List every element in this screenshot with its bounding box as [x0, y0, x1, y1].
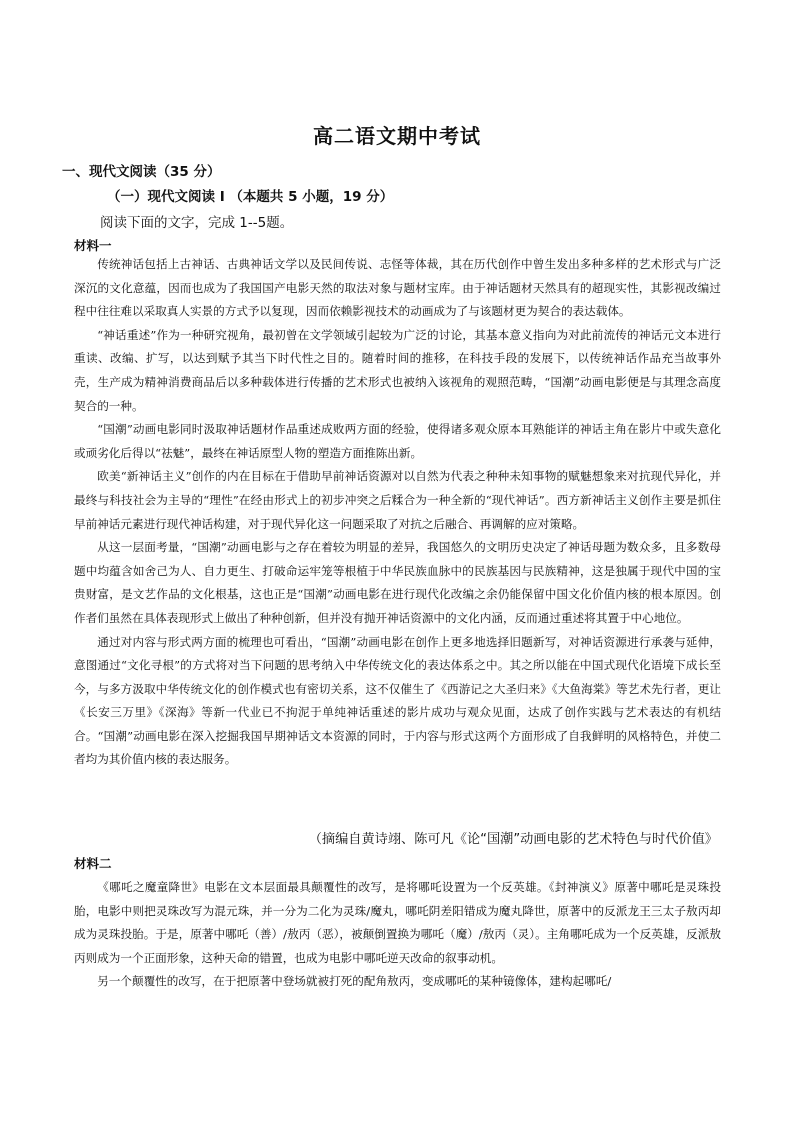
subsection-heading: （一）现代文阅读 I （本题共 5 小题，19 分）: [107, 189, 394, 205]
paragraph: 通过对内容与形式两方面的梳理也可看出，“国潮”动画电影在创作上更多地选择旧题新写，对神话资源进行承袭与延伸，意图通过“文化寻根”的方式将对当下问题的思考纳入中华传统文化的表达体系之中。其之所以能在中国式现代化语境下成长至今，与多方汲取中华传统文化的创作模式也有密切关系，这不仅催生了《西游记之大圣归来》《大鱼海棠》等艺术先行者，更让《长安三万里》《深海》等新一代业已不拘泥于单纯神话重述的影片成功与观众见面，达成了创作实践与艺术表达的有机结合。“国潮”动画电影在深入挖掘我国早期神话文本资源的同时，于内容与形式这两个方面形成了自我鲜明的风格特色，并使二者均为其价值内核的表达服务。: [74, 634, 721, 767]
material2-label: 材料二: [74, 856, 112, 871]
material2-body: [74, 876, 721, 994]
paragraph: 《哪吒之魔童降世》电影在文本层面最具颠覆性的改写，是将哪吒设置为一个反英雄。《封神演义》原著中哪吒是灵珠投胎，电影中则把灵珠改写为混元珠，并一分为二化为灵珠/魔丸，哪吒阴差阳错成为魔丸降世，原著中的反派龙王三太子敖丙却成为灵珠投胎。于是，原著中哪吒（善）/敖丙（恶），被颠倒置换为哪吒（魔）/敖丙（灵）。主角哪吒成为一个反英雄，反派敖丙则成为一个正面形象，这种天命的错置，也成为电影中哪吒逆天改命的叙事动机。: [74, 880, 721, 965]
paragraph: 从这一层面考量，“国潮”动画电影与之存在着较为明显的差异，我国悠久的文明历史决定了神话母题为数众多，且多数母题中均蕴含如舍己为人、自力更生、打破命运牢笼等根植于中华民族血脉中的民族基因与民族精神，这是独属于现代中国的宝贵财富，是文艺作品的文化根基，这也正是“国潮”动画电影在进行现代化改编之余仍能保留中国文化价值内核的根本原因。创作者们虽然在具体表现形式上做出了种种创新，但并没有抛开神话资源中的文化内涵，反而通过重述将其置于中心地位。: [74, 540, 721, 625]
material1-source: （摘编自黄诗翊、陈可凡《论“国潮”动画电影的艺术特色与时代价值》: [308, 832, 718, 847]
paragraph: “国潮”动画电影同时汲取神话题材作品重述成败两方面的经验，使得诸多观众原本耳熟能详的神话主角在影片中或失意化或顽劣化后得以“祛魅”，最终在神话原型人物的塑造方面推陈出新。: [74, 422, 721, 460]
paragraph: 传统神话包括上古神话、古典神话文学以及民间传说、志怪等体裁，其在历代创作中曾生发出多种多样的艺术形式与广泛深沉的文化意蕴，因而也成为了我国国产电影天然的取法对象与题材宝库。由于神话题材天然具有的超现实性，其影视改编过程中往往难以采取真人实景的方式予以复现，因而依赖影视技术的动画成为了与该题材更为契合的表达载体。: [74, 257, 721, 319]
paragraph: 另一个颠覆性的改写，在于把原著中登场就被打死的配角敖丙，变成哪吒的某种镜像体，建构起哪吒/: [97, 974, 612, 989]
reading-instruction: 阅读下面的文字，完成 1--5题。: [100, 215, 294, 231]
paragraph: 欧美“新神话主义”创作的内在目标在于借助早前神话资源对以自然为代表之种种未知事物的赋魅想象来对抗现代异化，并最终与科技社会为主导的“理性”在经由形式上的初步冲突之后糅合为一种全新的“现代神话”。西方新神话主义创作主要是抓住早前神话元素进行现代神话构建，对于现代异化这一问题采取了对抗之后融合、再调解的应对策略。: [74, 469, 721, 531]
material1-body: [74, 253, 721, 772]
paragraph: “神话重述”作为一种研究视角，最初曾在文学领域引起较为广泛的讨论，其基本意义指向为对此前流传的神话元文本进行重读、改编、扩写，以达到赋予其当下时代性之目的。随着时间的推移，在科技手段的发展下，以传统神话作品充当故事外壳，生产成为精神消费商品后以多种载体进行传播的艺术形式也被纳入该视角的观照范畴，“国潮”动画电影便是与其理念高度契合的一种。: [74, 327, 721, 413]
material1-label: 材料一: [74, 238, 112, 253]
section-heading: 一、现代文阅读（35 分）: [62, 164, 221, 180]
exam-title: 高二语文期中考试: [313, 124, 481, 148]
